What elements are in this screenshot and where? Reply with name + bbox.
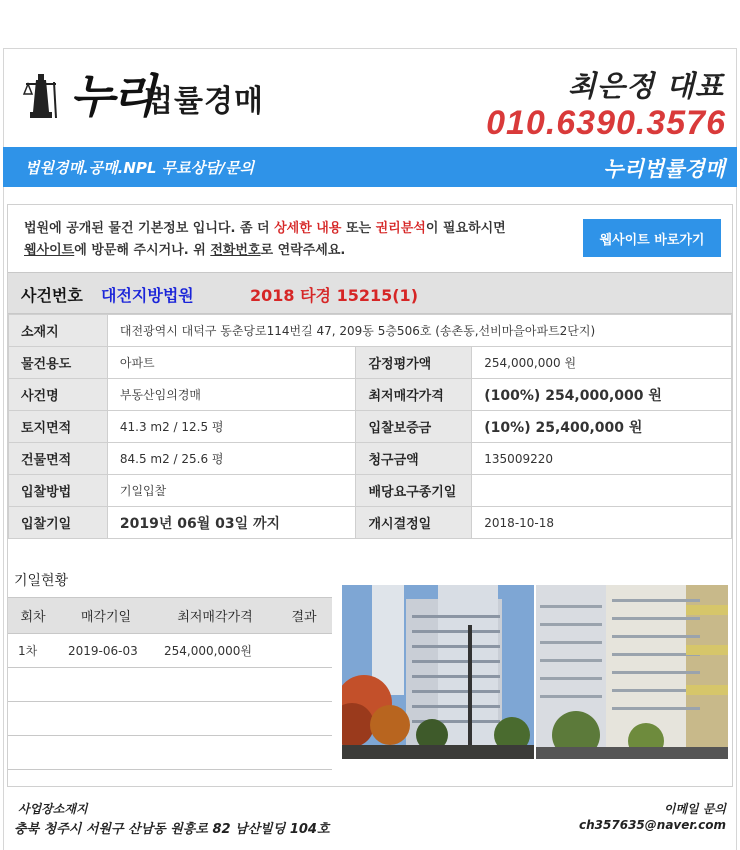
banner-bar (3, 147, 737, 187)
notice-website-link[interactable]: 웹사이트 (24, 243, 75, 258)
history-date: 2019-06-03 (58, 634, 154, 668)
table-row (8, 668, 332, 702)
notice-part: 에 방문해 주시거나. 위 (74, 243, 211, 258)
claim-label: 청구금액 (356, 443, 472, 475)
use-value: 아파트 (107, 347, 356, 379)
banner-right-text: 누리법률경매 (603, 157, 725, 181)
notice-phone-link[interactable]: 전화번호 (210, 243, 261, 258)
appraisal-label: 감정평가액 (356, 347, 472, 379)
email-address[interactable]: ch357635@naver.com (579, 818, 726, 832)
representative-name: 최은정 대표 (567, 69, 724, 103)
notice-part: 이 필요하시면 (425, 221, 506, 236)
history-header-row (8, 598, 332, 634)
business-address: 충북 청주시 서원구 산남동 원흥로 82 남산빌딩 104호 (14, 822, 330, 837)
land-area-label: 토지면적 (9, 411, 108, 443)
logo-subtitle: 법률경매 (144, 84, 264, 119)
notice-part: 법원에 공개된 물건 기본정보 입니다. 좀 더 (24, 221, 275, 236)
history-result (276, 634, 332, 668)
logo-brand-text: 누리 (70, 69, 153, 123)
history-price: 254,000,000원 (154, 634, 276, 668)
notice-highlight-detail: 상세한 내용 (274, 221, 342, 236)
table-row (8, 634, 332, 668)
case-number: 2018 타경 15215(1) (250, 286, 419, 305)
history-table (8, 597, 332, 770)
address-value: 대전광역시 대덕구 동춘당로114번길 47, 209동 5층506호 (송촌동,선비마을아파트2단지) (107, 315, 731, 347)
case-number-label: 사건번호 (21, 286, 83, 305)
address-label: 소재지 (9, 315, 108, 347)
justice-statue-icon (22, 68, 62, 124)
court-name: 대전지방법원 (101, 286, 194, 305)
min-price-label: 최저매각가격 (356, 379, 472, 411)
deposit-value: (10%) 25,400,000 원 (472, 411, 732, 443)
dividend-deadline-value (472, 475, 732, 507)
email-label: 이메일 문의 (663, 802, 726, 816)
banner-left-text: 법원경매.공매.NPL 무료상담/문의 (25, 159, 255, 177)
start-date-label: 개시결정일 (356, 507, 472, 539)
apartment-photo-1 (342, 585, 534, 759)
appraisal-value: 254,000,000 원 (472, 347, 732, 379)
phone-number[interactable]: 010.6390.3576 (486, 104, 726, 142)
case-name-value: 부동산임의경매 (107, 379, 356, 411)
history-round: 1차 (8, 634, 58, 668)
table-row (8, 702, 332, 736)
table-row (8, 736, 332, 770)
notice-part: 로 연락주세요. (260, 243, 346, 258)
table-row (9, 507, 732, 539)
notice-highlight-analysis: 권리분석 (375, 221, 426, 236)
history-header-price: 최저매각가격 (154, 598, 276, 634)
notice-text (24, 218, 506, 262)
table-row (9, 411, 732, 443)
building-area-label: 건물면적 (9, 443, 108, 475)
history-title: 기일현황 (14, 573, 69, 589)
logo[interactable] (22, 64, 282, 130)
start-date-value: 2018-10-18 (472, 507, 732, 539)
table-row (9, 379, 732, 411)
property-info-table (8, 314, 732, 539)
bid-method-label: 입찰방법 (9, 475, 108, 507)
case-number-row (8, 272, 732, 314)
apartment-photo-2 (536, 585, 728, 759)
bid-date-value: 2019년 06월 03일 까지 (107, 507, 356, 539)
deposit-label: 입찰보증금 (356, 411, 472, 443)
case-name-label: 사건명 (9, 379, 108, 411)
notice-part: 또는 (341, 221, 376, 236)
bid-method-value: 기일입찰 (107, 475, 356, 507)
table-row (9, 347, 732, 379)
history-header-result: 결과 (276, 598, 332, 634)
dividend-deadline-label: 배당요구종기일 (356, 475, 472, 507)
building-area-value: 84.5 m2 / 25.6 평 (107, 443, 356, 475)
min-price-value: (100%) 254,000,000 원 (472, 379, 732, 411)
table-row (9, 443, 732, 475)
claim-value: 135009220 (472, 443, 732, 475)
bid-date-label: 입찰기일 (9, 507, 108, 539)
website-button[interactable]: 웹사이트 바로가기 (583, 219, 721, 257)
table-row (9, 475, 732, 507)
use-label: 물건용도 (9, 347, 108, 379)
table-row (9, 315, 732, 347)
land-area-value: 41.3 m2 / 12.5 평 (107, 411, 356, 443)
history-header-date: 매각기일 (58, 598, 154, 634)
history-header-round: 회차 (8, 598, 58, 634)
business-address-label: 사업장소재지 (18, 802, 88, 816)
